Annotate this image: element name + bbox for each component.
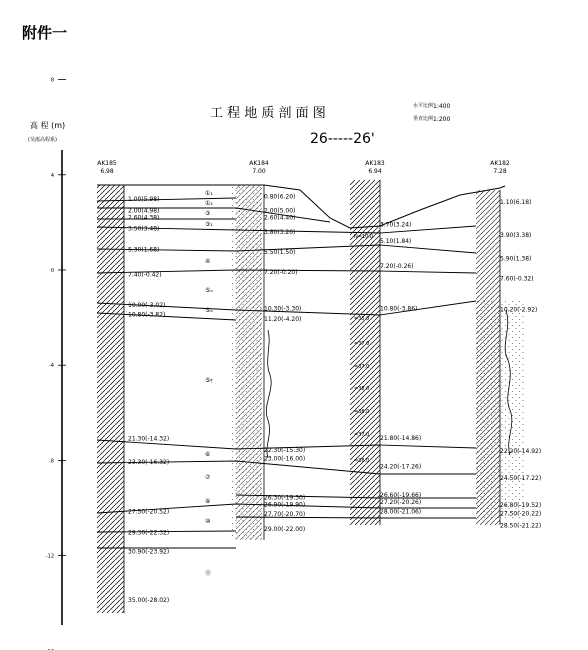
spt-n-value: =37.0 — [354, 432, 370, 438]
depth-label: 5.50(1.50) — [264, 248, 296, 256]
axis-tick-label: 4 — [50, 172, 54, 179]
section-title: 工 程 地 质 剖 面 图 — [210, 106, 326, 121]
page-label: 附件一 — [22, 24, 68, 42]
depth-label: 22.20(-14.92) — [500, 447, 542, 455]
axis-tick-label: -8 — [49, 458, 54, 465]
axis-sublabel: (吴淞高程系) — [28, 137, 57, 143]
depth-label: 3.80(3.20) — [264, 228, 296, 236]
depth-label: 5.90(1.38) — [500, 255, 532, 263]
layer-label: ⑦ — [205, 474, 211, 481]
depth-label: 7.20(-0.26) — [380, 262, 414, 270]
spt-n-value: =38.0 — [354, 386, 370, 392]
borehole-id: AK183 — [365, 160, 385, 167]
layer-label: ⑥ — [205, 451, 211, 458]
depth-label: 7.40(-0.42) — [128, 271, 162, 279]
depth-label: 2.00(4.98) — [128, 207, 160, 215]
scale-v-label: 垂直比例 — [413, 116, 434, 122]
depth-label: 29.00(-22.00) — [264, 526, 306, 534]
axis-tick-label: -4 — [49, 363, 54, 370]
depth-label: 2.60(4.38) — [128, 214, 160, 222]
log-curve-AK184 — [266, 330, 271, 458]
layer-label: ①₁ — [205, 190, 213, 197]
layer-label: ④ — [205, 258, 211, 265]
borehole-elevation: 6.98 — [100, 168, 114, 175]
axis-tick-label: 0 — [50, 268, 54, 274]
section-id: 26-----26' — [310, 131, 375, 147]
depth-label: 2.00(5.00) — [264, 207, 296, 215]
layer-label: ⑤ₐ — [205, 287, 213, 294]
depth-label: 24.50(-17.22) — [500, 475, 542, 483]
axis-tick-label: -12 — [45, 553, 54, 560]
layer-label: ⑤ₐ — [205, 307, 213, 314]
spt-n-value: N=10.0 — [354, 234, 374, 240]
depth-label: 10.00(-3.02) — [128, 302, 166, 309]
layer-label: ⑧ — [205, 498, 211, 505]
axis-label: 高 程 (m) — [30, 121, 66, 130]
spt-n-value: =37.0 — [354, 341, 370, 347]
depth-label: 5.30(1.68) — [128, 246, 160, 254]
layer-label: ③ — [205, 210, 211, 217]
depth-label: 1.10(6.18) — [500, 198, 532, 206]
depth-label: 3.70(3.24) — [380, 221, 412, 229]
depth-label: 35.00(-28.02) — [128, 597, 170, 604]
depth-label: 26.80(-19.52) — [500, 502, 542, 510]
scale-h-value: 1:400 — [433, 103, 451, 110]
depth-label: 10.80(-3.86) — [380, 305, 418, 313]
depth-label: 1.00(5.98) — [128, 195, 160, 203]
depth-label: 27.50(-20.22) — [500, 510, 542, 518]
depth-label: 22.30(-15.30) — [264, 447, 306, 455]
depth-label: 24.20(-17.26) — [380, 463, 422, 471]
spt-n-value: =38.0 — [354, 458, 370, 464]
spt-n-value: =35.0 — [354, 316, 370, 322]
borehole-headers — [97, 160, 510, 175]
depth-label: 26.90(-19.90) — [264, 501, 306, 509]
layer-labels — [205, 190, 213, 577]
depth-label: 5.10(1.84) — [380, 238, 412, 246]
depth-label: 7.20(-0.20) — [264, 268, 298, 276]
depth-label: 27.70(-20.70) — [264, 510, 306, 518]
depth-label: 27.20(-20.26) — [380, 498, 422, 506]
depth-label: 10.20(-2.92) — [500, 306, 538, 314]
depth-label: 7.60(-0.32) — [500, 275, 534, 283]
borehole-column-AK184 — [236, 185, 262, 540]
depth-label: 3.90(3.38) — [500, 232, 532, 240]
borehole-elevation: 6.94 — [368, 168, 382, 175]
depth-label: 3.50(3.48) — [128, 225, 160, 233]
depth-label: 11.20(-4.20) — [264, 316, 302, 324]
depth-label: 23.30(-16.32) — [128, 458, 170, 466]
axis-tick-label: 8 — [50, 77, 54, 84]
spt-n-value: =37.0 — [354, 364, 370, 370]
depth-label: 21.80(-14.86) — [380, 435, 422, 443]
depth-label: 21.30(-14.32) — [128, 435, 170, 443]
depth-label: 10.30(-3.30) — [264, 305, 302, 313]
depth-label: 0.80(6.20) — [264, 193, 296, 201]
borehole-elevation: 7.28 — [493, 168, 507, 175]
depth-label: 26.60(-19.66) — [380, 491, 422, 499]
borehole-elevation: 7.00 — [252, 168, 266, 175]
depth-label: 30.90(-23.92) — [128, 548, 170, 556]
depth-label: 26.30(-19.30) — [264, 494, 306, 502]
depth-label: 28.00(-21.06) — [380, 508, 422, 516]
depth-label: 29.30(-22.32) — [128, 529, 170, 537]
spt-n-value: =38.0 — [354, 409, 370, 415]
depth-label: 2.60(4.40) — [264, 214, 296, 222]
layer-label: ⑩ — [205, 518, 211, 525]
axis-ticks — [46, 78, 66, 650]
layer-label: ③₁ — [205, 221, 213, 228]
scale-h-label: 水平比例 — [413, 103, 434, 109]
depth-label: 27.50(-20.52) — [128, 508, 170, 516]
depth-label: 10.80(-3.82) — [128, 311, 166, 319]
borehole-id: AK182 — [490, 160, 510, 167]
layer-label: ⑪ — [205, 570, 212, 577]
scale-v-value: 1:200 — [433, 116, 451, 123]
borehole-id: AK184 — [249, 160, 269, 167]
layer-label: ①₂ — [205, 200, 213, 207]
borehole-id: AK185 — [97, 160, 117, 167]
layer-label: ⑤ⲋ — [205, 377, 213, 384]
depth-label: 23.00(-16.00) — [264, 455, 306, 463]
depth-label: 28.50(-21.22) — [500, 522, 542, 530]
